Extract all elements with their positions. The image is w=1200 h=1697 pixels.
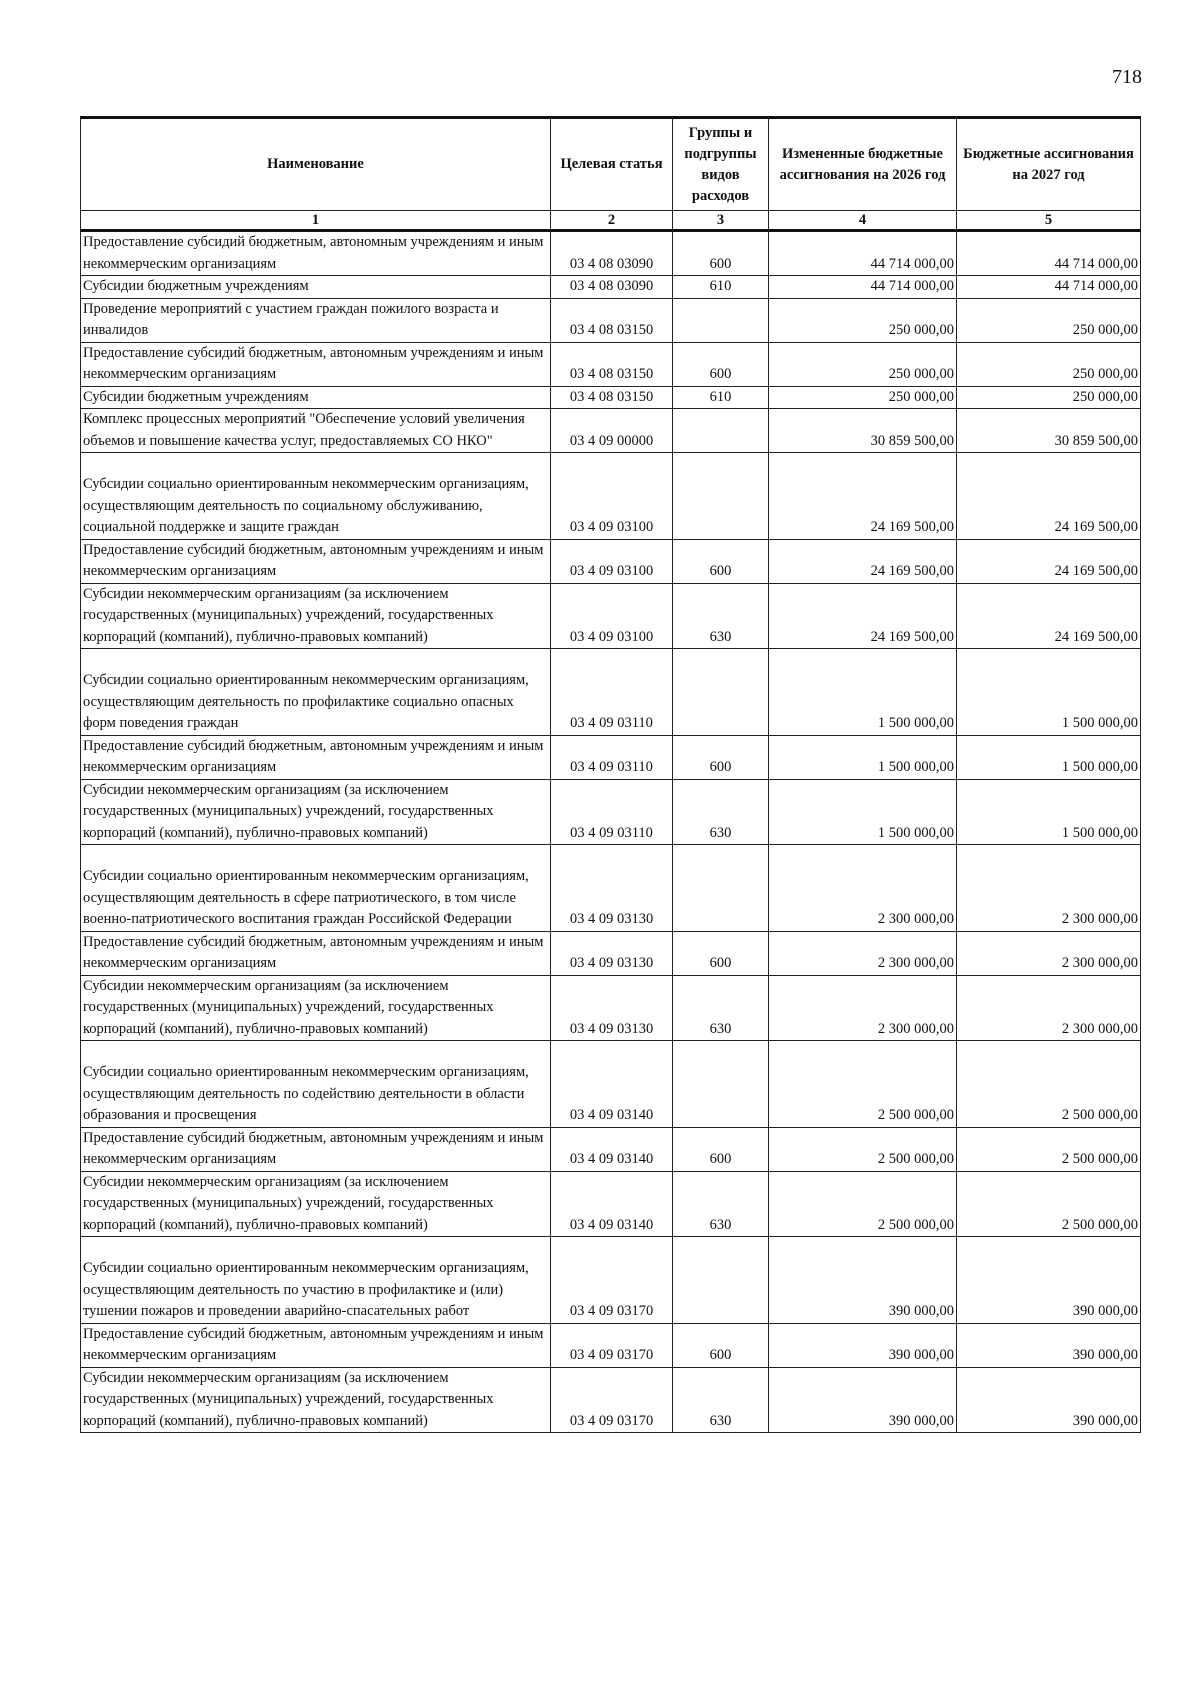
row-expense-group-cell: 600 bbox=[673, 735, 769, 779]
row-amount-2026-cell: 1 500 000,00 bbox=[769, 735, 957, 779]
row-name-cell: Проведение мероприятий с участием граждан пожилого возраста и инвалидов bbox=[81, 298, 551, 342]
row-expense-group-cell: 600 bbox=[673, 231, 769, 276]
row-amount-2027-cell: 2 300 000,00 bbox=[957, 975, 1141, 1041]
row-amount-2027-cell: 24 169 500,00 bbox=[957, 539, 1141, 583]
table-row bbox=[81, 1171, 1141, 1237]
row-amount-2027-cell: 2 300 000,00 bbox=[957, 845, 1141, 932]
row-amount-2027-cell: 1 500 000,00 bbox=[957, 649, 1141, 736]
row-expense-group-cell bbox=[673, 453, 769, 540]
row-name-cell: Субсидии социально ориентированным некоммерческим организациям, осуществляющим деятельность по участию в профилактике и (или) тушении пожаров и проведении аварийно-спасательных работ bbox=[81, 1237, 551, 1324]
row-name-cell: Субсидии социально ориентированным некоммерческим организациям, осуществляющим деятельность по социальному обслуживанию, социальной поддержке и защите граждан bbox=[81, 453, 551, 540]
row-name-cell: Субсидии бюджетным учреждениям bbox=[81, 276, 551, 299]
row-expense-group-cell bbox=[673, 409, 769, 453]
row-amount-2027-cell: 30 859 500,00 bbox=[957, 409, 1141, 453]
row-target-article-cell: 03 4 09 03170 bbox=[551, 1237, 673, 1324]
row-expense-group-cell: 630 bbox=[673, 1171, 769, 1237]
row-expense-group-cell: 600 bbox=[673, 342, 769, 386]
row-name-cell: Субсидии социально ориентированным некоммерческим организациям, осуществляющим деятельность в сфере патриотического, в том числе военно-патриотического воспитания граждан Российской Федерации bbox=[81, 845, 551, 932]
header-expense-groups: Группы и подгруппы видов расходов bbox=[673, 118, 769, 211]
row-expense-group-cell: 630 bbox=[673, 1367, 769, 1433]
table-header bbox=[81, 118, 1141, 231]
row-name-cell: Предоставление субсидий бюджетным, автономным учреждениям и иным некоммерческим организациям bbox=[81, 231, 551, 276]
row-name-cell: Субсидии некоммерческим организациям (за исключением государственных (муниципальных) учреждений, государственных корпораций (компаний), публично-правовых компаний) bbox=[81, 975, 551, 1041]
column-number: 5 bbox=[957, 211, 1141, 231]
row-amount-2026-cell: 2 300 000,00 bbox=[769, 931, 957, 975]
row-amount-2027-cell: 2 300 000,00 bbox=[957, 931, 1141, 975]
row-amount-2027-cell: 2 500 000,00 bbox=[957, 1127, 1141, 1171]
row-amount-2026-cell: 2 300 000,00 bbox=[769, 845, 957, 932]
row-target-article-cell: 03 4 08 03150 bbox=[551, 298, 673, 342]
row-expense-group-cell: 610 bbox=[673, 386, 769, 409]
header-target-article: Целевая статья bbox=[551, 118, 673, 211]
column-number: 2 bbox=[551, 211, 673, 231]
table-row bbox=[81, 1367, 1141, 1433]
row-target-article-cell: 03 4 09 03100 bbox=[551, 453, 673, 540]
row-amount-2026-cell: 24 169 500,00 bbox=[769, 583, 957, 649]
table-row bbox=[81, 276, 1141, 299]
row-amount-2027-cell: 390 000,00 bbox=[957, 1323, 1141, 1367]
row-expense-group-cell: 630 bbox=[673, 975, 769, 1041]
row-target-article-cell: 03 4 09 00000 bbox=[551, 409, 673, 453]
row-amount-2027-cell: 24 169 500,00 bbox=[957, 583, 1141, 649]
row-amount-2027-cell: 44 714 000,00 bbox=[957, 276, 1141, 299]
header-row bbox=[81, 118, 1141, 211]
table-row bbox=[81, 231, 1141, 276]
column-number: 3 bbox=[673, 211, 769, 231]
row-name-cell: Субсидии некоммерческим организациям (за исключением государственных (муниципальных) учреждений, государственных корпораций (компаний), публично-правовых компаний) bbox=[81, 1367, 551, 1433]
row-target-article-cell: 03 4 09 03110 bbox=[551, 649, 673, 736]
row-target-article-cell: 03 4 09 03130 bbox=[551, 975, 673, 1041]
row-amount-2026-cell: 1 500 000,00 bbox=[769, 779, 957, 845]
row-target-article-cell: 03 4 09 03100 bbox=[551, 539, 673, 583]
row-amount-2027-cell: 24 169 500,00 bbox=[957, 453, 1141, 540]
header-allocations-2026: Измененные бюджетные ассигнования на 2026 год bbox=[769, 118, 957, 211]
table-row bbox=[81, 453, 1141, 540]
row-name-cell: Субсидии некоммерческим организациям (за исключением государственных (муниципальных) учреждений, государственных корпораций (компаний), публично-правовых компаний) bbox=[81, 779, 551, 845]
table-row bbox=[81, 931, 1141, 975]
row-target-article-cell: 03 4 08 03090 bbox=[551, 231, 673, 276]
table-row bbox=[81, 735, 1141, 779]
row-target-article-cell: 03 4 09 03140 bbox=[551, 1041, 673, 1128]
table-row bbox=[81, 583, 1141, 649]
table-row bbox=[81, 845, 1141, 932]
row-amount-2026-cell: 30 859 500,00 bbox=[769, 409, 957, 453]
row-expense-group-cell: 600 bbox=[673, 1323, 769, 1367]
column-number: 1 bbox=[81, 211, 551, 231]
row-expense-group-cell bbox=[673, 1041, 769, 1128]
column-number: 4 bbox=[769, 211, 957, 231]
row-name-cell: Субсидии социально ориентированным некоммерческим организациям, осуществляющим деятельность по профилактике социально опасных форм поведения граждан bbox=[81, 649, 551, 736]
row-expense-group-cell bbox=[673, 1237, 769, 1324]
row-target-article-cell: 03 4 09 03100 bbox=[551, 583, 673, 649]
row-amount-2026-cell: 390 000,00 bbox=[769, 1237, 957, 1324]
row-expense-group-cell: 610 bbox=[673, 276, 769, 299]
table-row bbox=[81, 649, 1141, 736]
row-amount-2027-cell: 2 500 000,00 bbox=[957, 1171, 1141, 1237]
row-amount-2026-cell: 2 500 000,00 bbox=[769, 1127, 957, 1171]
row-amount-2026-cell: 250 000,00 bbox=[769, 386, 957, 409]
row-target-article-cell: 03 4 09 03140 bbox=[551, 1127, 673, 1171]
column-number-row bbox=[81, 211, 1141, 231]
row-name-cell: Предоставление субсидий бюджетным, автономным учреждениям и иным некоммерческим организациям bbox=[81, 735, 551, 779]
table-row bbox=[81, 779, 1141, 845]
row-amount-2027-cell: 250 000,00 bbox=[957, 386, 1141, 409]
table-row bbox=[81, 342, 1141, 386]
row-name-cell: Предоставление субсидий бюджетным, автономным учреждениям и иным некоммерческим организациям bbox=[81, 342, 551, 386]
table-row bbox=[81, 539, 1141, 583]
row-amount-2026-cell: 2 500 000,00 bbox=[769, 1171, 957, 1237]
row-amount-2026-cell: 44 714 000,00 bbox=[769, 231, 957, 276]
row-target-article-cell: 03 4 09 03170 bbox=[551, 1367, 673, 1433]
page-number: 718 bbox=[1112, 66, 1142, 88]
row-amount-2027-cell: 1 500 000,00 bbox=[957, 735, 1141, 779]
row-target-article-cell: 03 4 09 03170 bbox=[551, 1323, 673, 1367]
table-row bbox=[81, 1237, 1141, 1324]
table-row bbox=[81, 386, 1141, 409]
row-name-cell: Субсидии социально ориентированным некоммерческим организациям, осуществляющим деятельность по содействию деятельности в области образования и просвещения bbox=[81, 1041, 551, 1128]
row-expense-group-cell: 600 bbox=[673, 1127, 769, 1171]
row-amount-2027-cell: 390 000,00 bbox=[957, 1367, 1141, 1433]
row-target-article-cell: 03 4 08 03150 bbox=[551, 386, 673, 409]
row-expense-group-cell bbox=[673, 649, 769, 736]
row-amount-2027-cell: 1 500 000,00 bbox=[957, 779, 1141, 845]
table-row bbox=[81, 1041, 1141, 1128]
table-row bbox=[81, 975, 1141, 1041]
row-expense-group-cell bbox=[673, 298, 769, 342]
header-allocations-2027: Бюджетные ассигнования на 2027 год bbox=[957, 118, 1141, 211]
row-amount-2026-cell: 2 500 000,00 bbox=[769, 1041, 957, 1128]
row-amount-2027-cell: 2 500 000,00 bbox=[957, 1041, 1141, 1128]
row-amount-2026-cell: 1 500 000,00 bbox=[769, 649, 957, 736]
row-name-cell: Субсидии некоммерческим организациям (за исключением государственных (муниципальных) учреждений, государственных корпораций (компаний), публично-правовых компаний) bbox=[81, 583, 551, 649]
row-amount-2027-cell: 44 714 000,00 bbox=[957, 231, 1141, 276]
row-amount-2026-cell: 390 000,00 bbox=[769, 1323, 957, 1367]
row-amount-2026-cell: 24 169 500,00 bbox=[769, 453, 957, 540]
row-amount-2027-cell: 250 000,00 bbox=[957, 342, 1141, 386]
table-row bbox=[81, 1323, 1141, 1367]
row-amount-2026-cell: 24 169 500,00 bbox=[769, 539, 957, 583]
row-name-cell: Предоставление субсидий бюджетным, автономным учреждениям и иным некоммерческим организациям bbox=[81, 539, 551, 583]
row-name-cell: Субсидии некоммерческим организациям (за исключением государственных (муниципальных) учреждений, государственных корпораций (компаний), публично-правовых компаний) bbox=[81, 1171, 551, 1237]
row-expense-group-cell: 600 bbox=[673, 539, 769, 583]
table-row bbox=[81, 1127, 1141, 1171]
row-expense-group-cell: 600 bbox=[673, 931, 769, 975]
row-target-article-cell: 03 4 09 03130 bbox=[551, 931, 673, 975]
row-amount-2026-cell: 250 000,00 bbox=[769, 298, 957, 342]
row-amount-2026-cell: 250 000,00 bbox=[769, 342, 957, 386]
row-target-article-cell: 03 4 09 03110 bbox=[551, 779, 673, 845]
row-name-cell: Комплекс процессных мероприятий "Обеспечение условий увеличения объемов и повышение качества услуг, предоставляемых СО НКО" bbox=[81, 409, 551, 453]
row-amount-2026-cell: 2 300 000,00 bbox=[769, 975, 957, 1041]
table-body bbox=[81, 231, 1141, 1433]
row-name-cell: Субсидии бюджетным учреждениям bbox=[81, 386, 551, 409]
table-row bbox=[81, 298, 1141, 342]
row-name-cell: Предоставление субсидий бюджетным, автономным учреждениям и иным некоммерческим организациям bbox=[81, 1323, 551, 1367]
row-amount-2026-cell: 390 000,00 bbox=[769, 1367, 957, 1433]
table-row bbox=[81, 409, 1141, 453]
row-expense-group-cell: 630 bbox=[673, 583, 769, 649]
row-amount-2027-cell: 390 000,00 bbox=[957, 1237, 1141, 1324]
budget-table bbox=[80, 116, 1141, 1433]
row-target-article-cell: 03 4 09 03110 bbox=[551, 735, 673, 779]
row-expense-group-cell bbox=[673, 845, 769, 932]
header-name: Наименование bbox=[81, 118, 551, 211]
row-target-article-cell: 03 4 08 03090 bbox=[551, 276, 673, 299]
row-target-article-cell: 03 4 09 03140 bbox=[551, 1171, 673, 1237]
row-name-cell: Предоставление субсидий бюджетным, автономным учреждениям и иным некоммерческим организациям bbox=[81, 1127, 551, 1171]
row-target-article-cell: 03 4 09 03130 bbox=[551, 845, 673, 932]
row-amount-2026-cell: 44 714 000,00 bbox=[769, 276, 957, 299]
row-amount-2027-cell: 250 000,00 bbox=[957, 298, 1141, 342]
row-expense-group-cell: 630 bbox=[673, 779, 769, 845]
row-name-cell: Предоставление субсидий бюджетным, автономным учреждениям и иным некоммерческим организациям bbox=[81, 931, 551, 975]
row-target-article-cell: 03 4 08 03150 bbox=[551, 342, 673, 386]
